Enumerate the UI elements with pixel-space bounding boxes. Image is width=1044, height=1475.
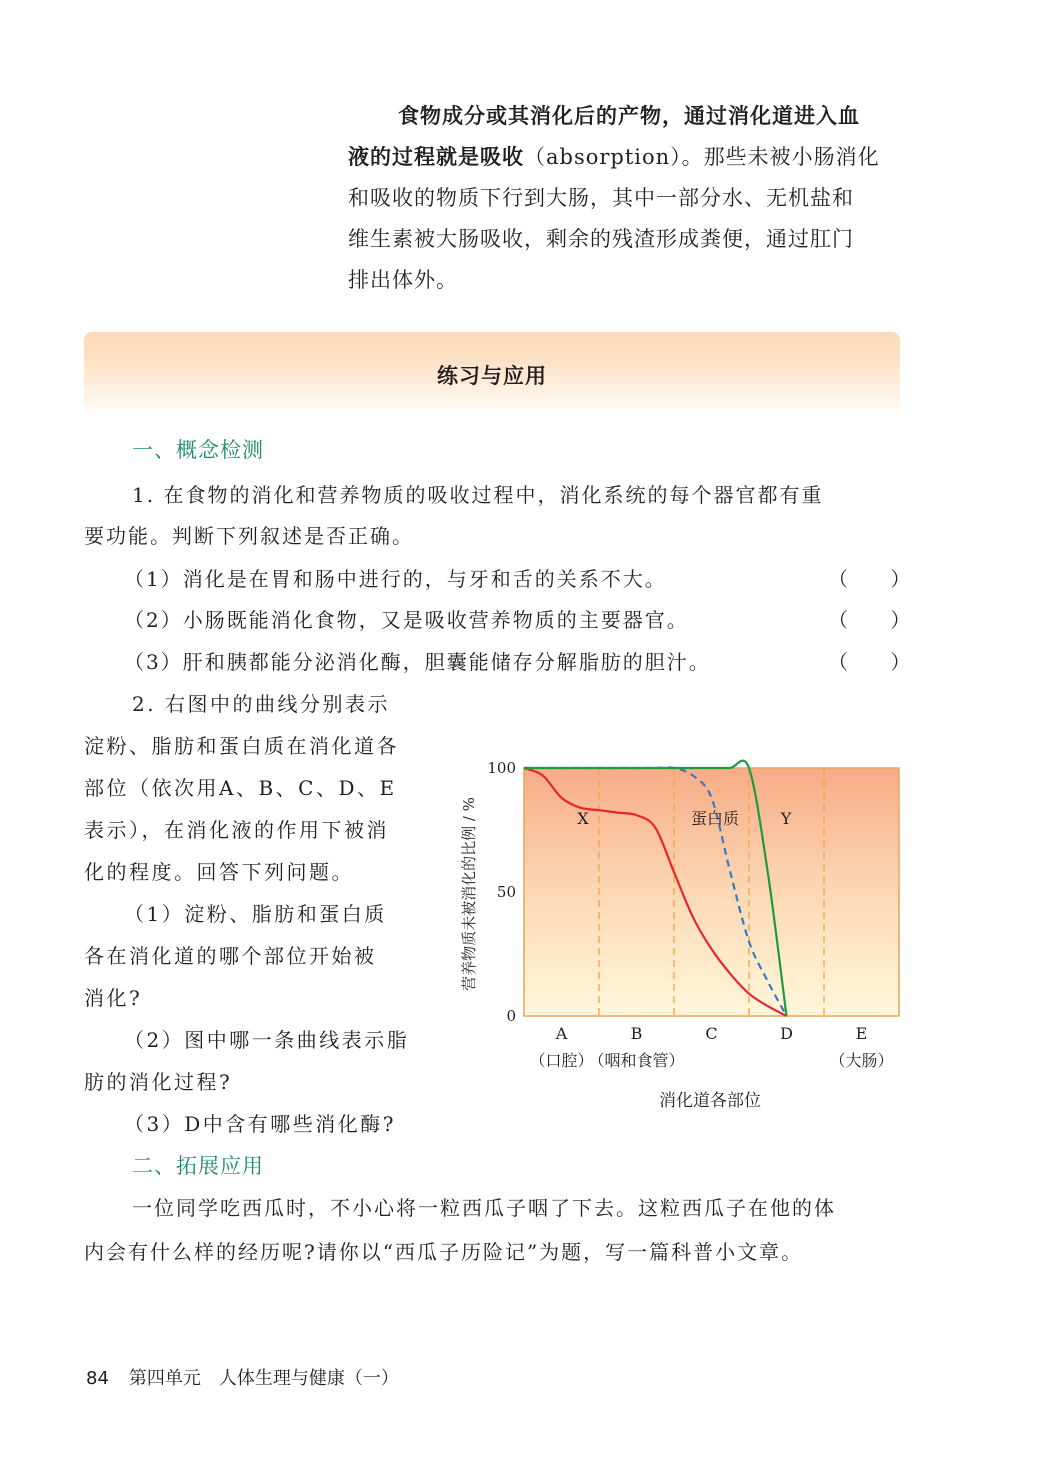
unit-title: 第四单元 人体生理与健康（一） bbox=[128, 1368, 399, 1389]
answer-paren-2[interactable]: （ ） bbox=[828, 608, 929, 632]
x-axis-categories bbox=[529, 1024, 893, 1070]
y-axis-label: 营养物质未被消化的比例 / % bbox=[460, 797, 478, 991]
series-label-protein: 蛋白质 bbox=[690, 809, 740, 828]
x-category-label: E bbox=[855, 1024, 868, 1043]
page-number: 84 bbox=[86, 1368, 109, 1389]
page-footer bbox=[86, 1364, 399, 1390]
question-2-sub-2-line-1: （2）图中哪一条曲线表示脂 bbox=[124, 1028, 410, 1052]
absorption-term: （absorption）。那些未被小肠消化 bbox=[524, 145, 880, 169]
statement-2: （2）小肠既能消化食物，又是吸收营养物质的主要器官。 bbox=[124, 608, 689, 632]
y-tick-label: 50 bbox=[496, 883, 516, 901]
section-extension-title: 二、拓展应用 bbox=[132, 1154, 264, 1178]
intro-paragraph bbox=[348, 96, 908, 301]
question-2-line-3: 部位（依次用A、B、C、D、E bbox=[84, 776, 397, 800]
x-category-label: A bbox=[555, 1024, 568, 1043]
y-axis-ticks bbox=[487, 759, 516, 1025]
series-label-y: Y bbox=[780, 809, 792, 828]
x-category-note: （口腔） bbox=[529, 1051, 594, 1070]
series-label-x: X bbox=[577, 809, 589, 828]
question-2-line-5: 化的程度。回答下列问题。 bbox=[84, 860, 354, 884]
question-2-sub-2-line-2: 肪的消化过程? bbox=[84, 1070, 233, 1094]
question-1-line-1: 1. 在食物的消化和营养物质的吸收过程中，消化系统的每个器官都有重 bbox=[132, 483, 824, 507]
question-2-sub-1-line-3: 消化? bbox=[84, 986, 143, 1010]
intro-line-3: 和吸收的物质下行到大肠，其中一部分水、无机盐和 bbox=[348, 186, 854, 210]
intro-line-4: 维生素被大肠吸收，剩余的残渣形成粪便，通过肛门 bbox=[348, 227, 854, 251]
x-axis-label: 消化道各部位 bbox=[659, 1091, 761, 1111]
answer-paren-1[interactable]: （ ） bbox=[828, 567, 929, 591]
question-2-sub-3: （3）D中含有哪些消化酶? bbox=[124, 1112, 396, 1136]
exercise-banner bbox=[84, 332, 900, 420]
digestion-chart bbox=[440, 750, 910, 1130]
y-tick-label: 100 bbox=[487, 759, 516, 777]
intro-line-5: 排出体外。 bbox=[348, 268, 458, 292]
x-category-note: （大肠） bbox=[829, 1051, 894, 1070]
statement-3: （3）肝和胰都能分泌消化酶，胆囊能储存分解脂肪的胆汁。 bbox=[124, 650, 711, 674]
extension-line-1: 一位同学吃西瓜时，不小心将一粒西瓜子咽了下去。这粒西瓜子在他的体 bbox=[132, 1196, 836, 1220]
intro-line-1: 食物成分或其消化后的产物，通过消化道进入血 bbox=[398, 104, 860, 128]
y-tick-label: 0 bbox=[506, 1007, 516, 1025]
absorption-definition: 液的过程就是吸收 bbox=[348, 145, 524, 169]
x-category-label: D bbox=[780, 1024, 793, 1043]
extension-line-2: 内会有什么样的经历呢?请你以“西瓜子历险记”为题，写一篇科普小文章。 bbox=[84, 1240, 804, 1264]
question-1-line-2: 要功能。判断下列叙述是否正确。 bbox=[84, 524, 414, 548]
intro-line-2 bbox=[348, 137, 908, 178]
section-concept-check-title: 一、概念检测 bbox=[132, 438, 264, 462]
question-2-line-1: 2. 右图中的曲线分别表示 bbox=[132, 692, 390, 716]
x-category-label: B bbox=[630, 1024, 643, 1043]
answer-paren-3[interactable]: （ ） bbox=[828, 650, 929, 674]
statement-1: （1）消化是在胃和肠中进行的，与牙和舌的关系不大。 bbox=[124, 567, 667, 591]
x-category-label: C bbox=[705, 1024, 718, 1043]
banner-title: 练习与应用 bbox=[437, 364, 547, 388]
x-category-note: （咽和食管） bbox=[588, 1051, 685, 1070]
plot-background bbox=[524, 768, 899, 1016]
question-2-sub-1-line-2: 各在消化道的哪个部位开始被 bbox=[84, 944, 377, 968]
question-2-line-2: 淀粉、脂肪和蛋白质在消化道各 bbox=[84, 734, 399, 758]
question-2-line-4: 表示），在消化液的作用下被消 bbox=[84, 818, 389, 842]
question-2-sub-1-line-1: （1）淀粉、脂肪和蛋白质 bbox=[124, 902, 387, 926]
